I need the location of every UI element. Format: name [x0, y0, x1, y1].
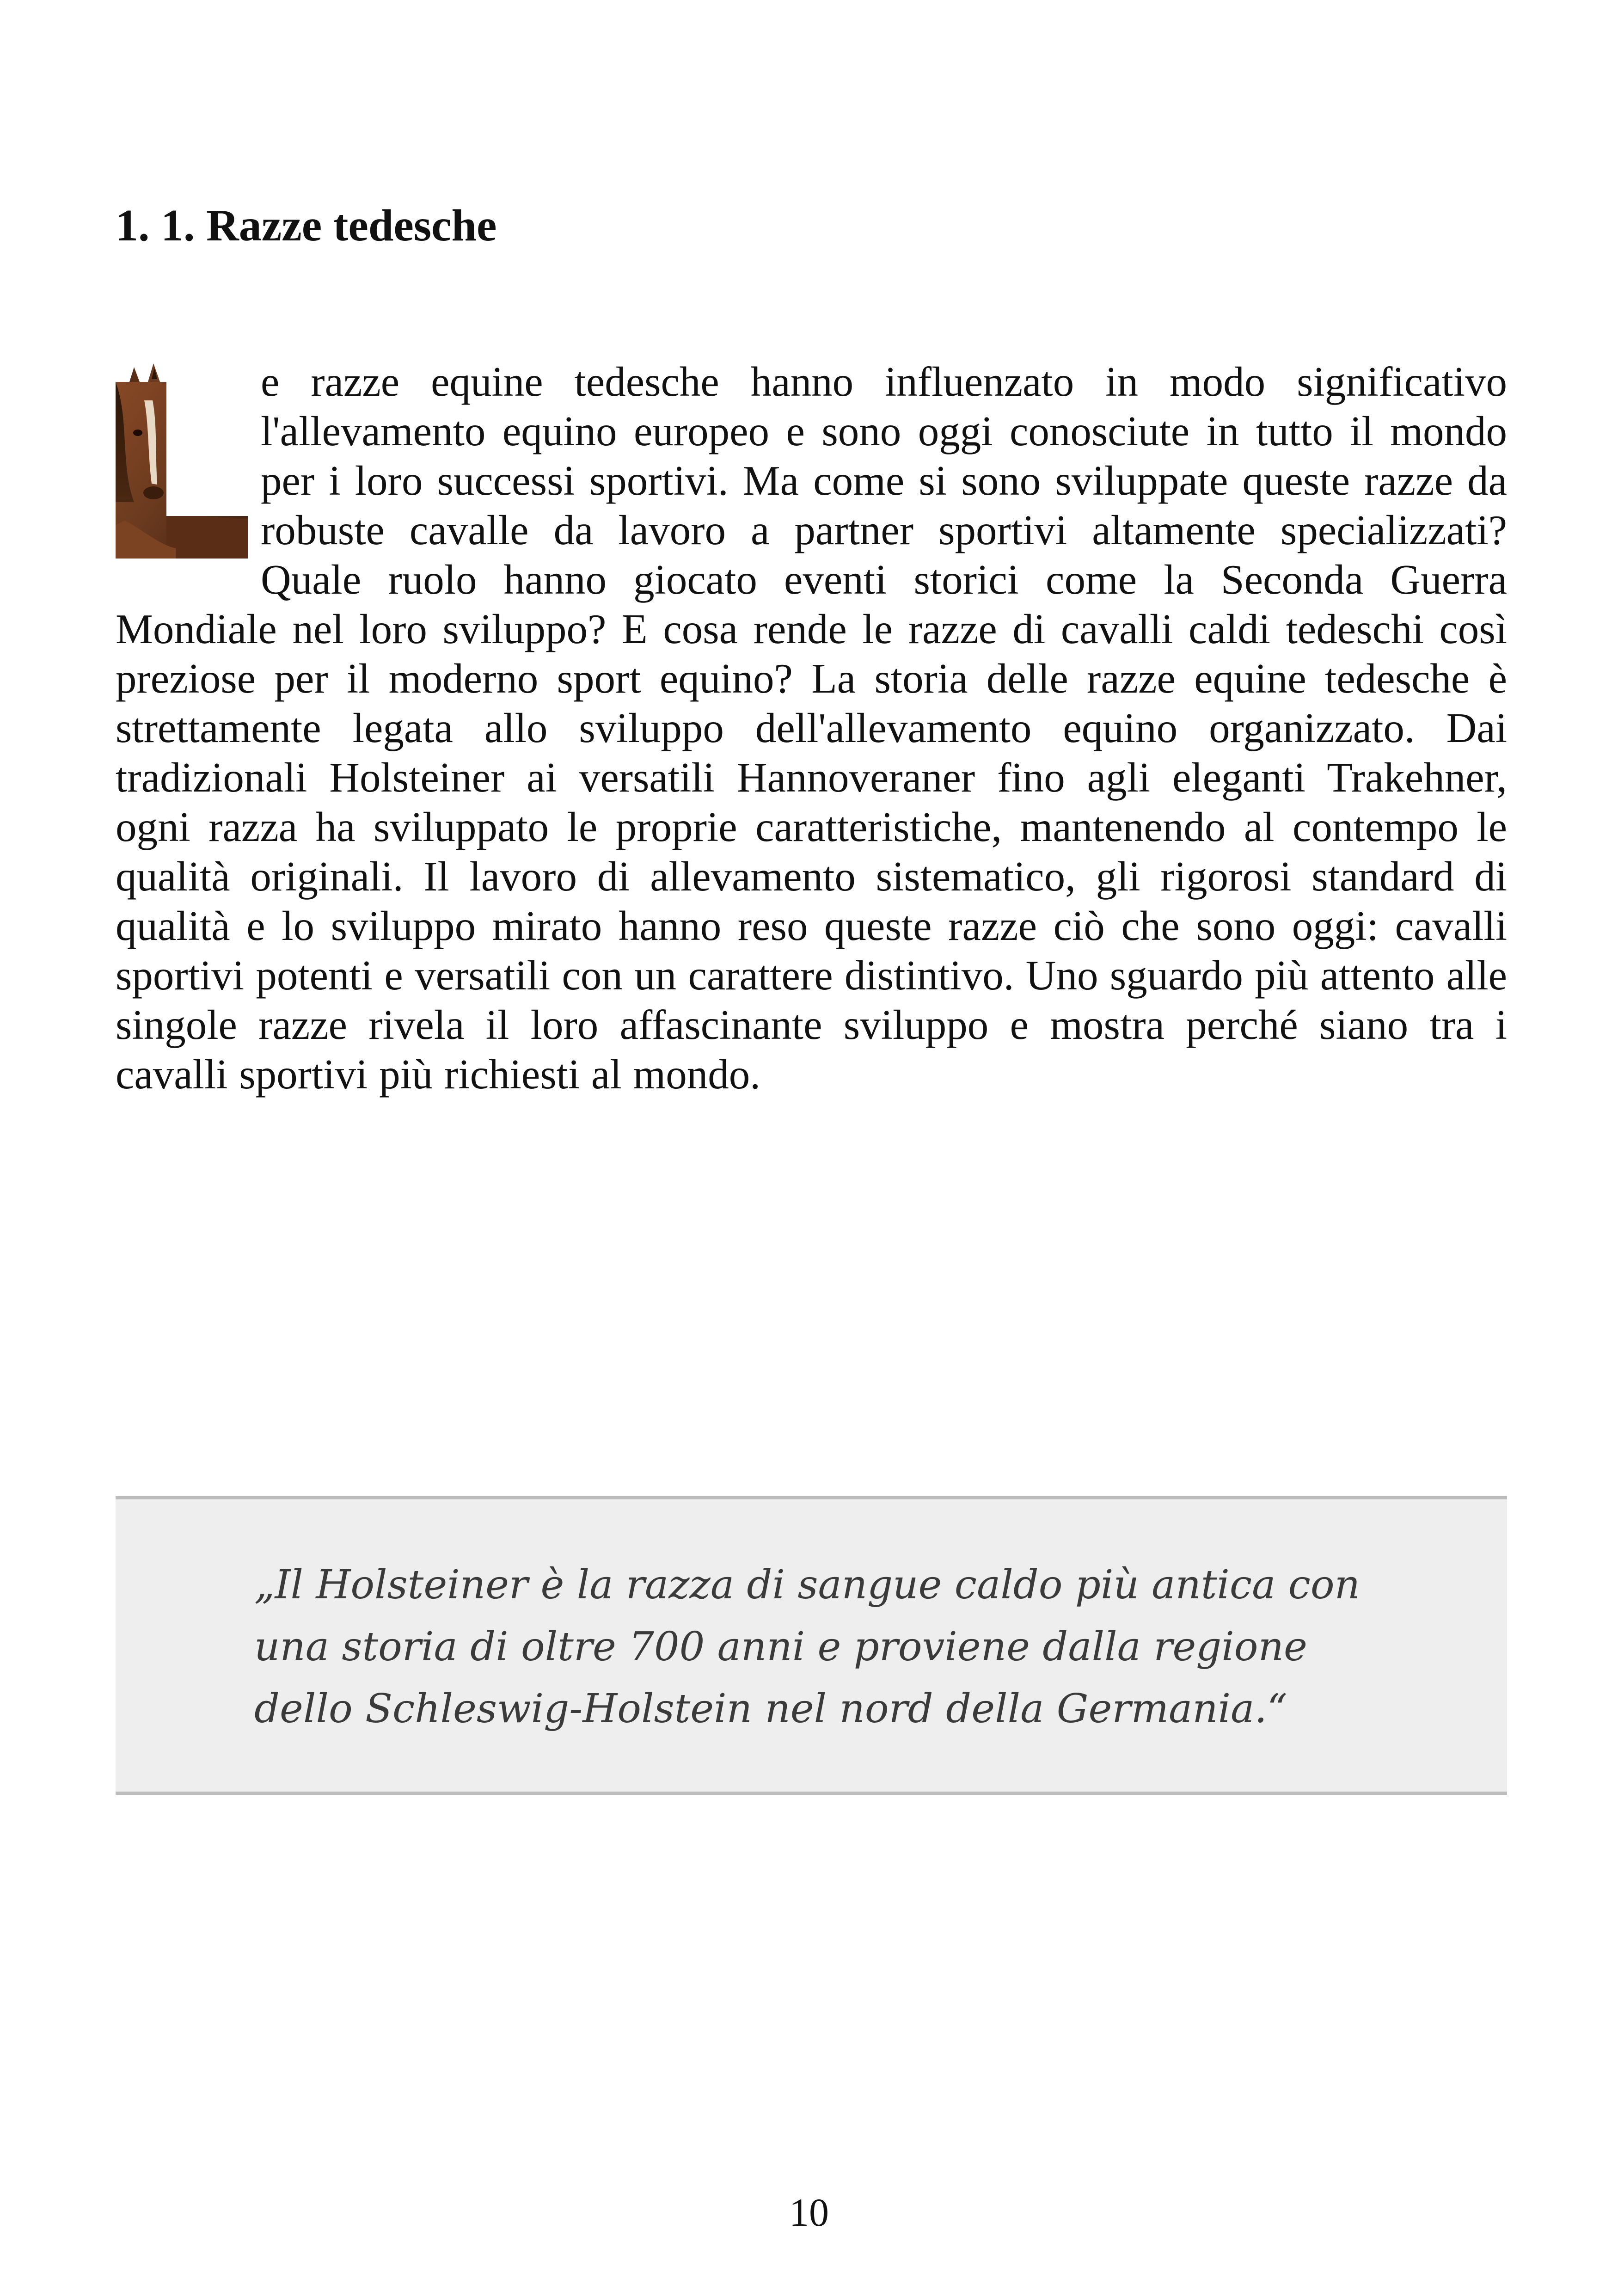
- pull-quote-box: [116, 1496, 1507, 1795]
- pull-quote-text: „Il Holsteiner è la razza di sangue caldo più antica con una storia di oltre 700 anni e proviene dalla regione dello Schleswig-Holstein nel nord della Germania.“: [254, 1562, 1361, 1732]
- drop-cap: [116, 363, 248, 559]
- body-text: e razze equine tedesche hanno influenzato in modo significativo l'allevamento equino europeo e sono oggi conosciute in tutto il mondo per i loro successi sportivi. Ma come si sono sviluppate queste razze da robuste cavalle da lavoro a partner sportivi altamente specializzati? Quale ruolo hanno giocato eventi storici come la Seconda Guerra Mondiale nel loro sviluppo? E cosa rende le razze di cavalli caldi tedeschi così preziose per il moderno sport equino? La storia delle razze equine tedesche è strettamente legata allo sviluppo dell'allevamento equino organizzato. Dai tradizionali Holsteiner ai versatili Hannoveraner fino agli eleganti Trakehner, ogni razza ha sviluppato le proprie caratteristiche, mantenendo al contempo le qualità originali. Il lavoro di allevamento sistematico, gli rigorosi standard di qualità e lo sviluppo mirato hanno reso queste razze ciò che sono oggi: cavalli sportivi potenti e versatili con un carattere distintivo. Uno sguardo più attento alle singole razze rivela il loro affascinante sviluppo e mostra perché siano tra i cavalli sportivi più richiesti al mondo.: [116, 358, 1507, 1098]
- horse-head-drop-cap-icon: [116, 363, 248, 559]
- page-number: 10: [789, 2190, 829, 2235]
- body-paragraph: [116, 357, 1507, 1099]
- section-heading: 1. 1. Razze tedesche: [116, 201, 497, 251]
